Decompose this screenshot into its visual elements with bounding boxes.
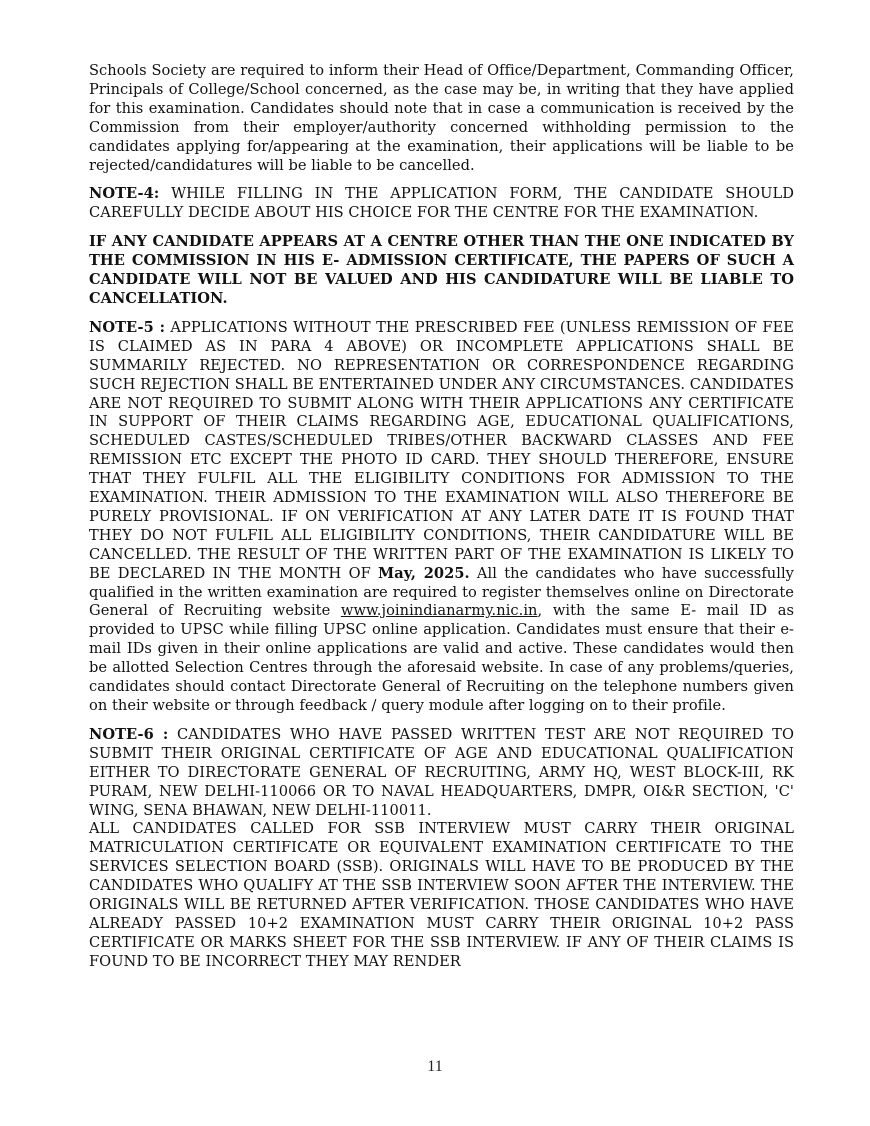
note-5-text-continued: All the candidates who have successfully qualified in the written examination are required to register themselves online on Directorate General of Recruiting website (89, 564, 794, 620)
note-5-text: APPLICATIONS WITHOUT THE PRESCRIBED FEE (UNLESS REMISSION OF FEE IS CLAIMED AS IN PARA 4 ABOVE) OR INCOMPLETE APPLICATIONS SHALL BE SUMMARILY REJECTED. NO REPRESENTATION OR CORRESPONDENCE REGARDING SUCH REJECTION SHALL BE ENTERTAINED UNDER ANY CIRCUMSTANCES. CANDIDATES ARE NOT REQUIRED TO SUBMIT ALONG WITH THEIR APPLICATIONS ANY CERTIFICATE IN SUPPORT OF THEIR CLAIMS REGARDING AGE, EDUCATIONAL QUALIFICATIONS, SCHEDULED CASTES/SCHEDULED TRIBES/OTHER BACKWARD CLASSES AND FEE REMISSION ETC EXCEPT THE PHOTO ID CARD. THEY SHOULD THEREFORE, ENSURE THAT THEY FULFIL ALL THE ELIGIBILITY CONDITIONS FOR ADMISSION TO THE EXAMINATION. THEIR ADMISSION TO THE EXAMINATION WILL ALSO THEREFORE BE PURELY PROVISIONAL. IF ON VERIFICATION AT ANY LATER DATE IT IS FOUND THAT THEY DO NOT FULFIL ALL ELIGIBILITY CONDITIONS, THEIR CANDIDATURE WILL BE CANCELLED. THE RESULT OF THE WRITTEN PART OF THE EXAMINATION IS LIKELY TO BE DECLARED IN THE MONTH OF (89, 318, 795, 582)
intro-paragraph (89, 62, 794, 175)
note-4-paragraph (89, 185, 794, 223)
centre-warning-text: IF ANY CANDIDATE APPEARS AT A CENTRE OTHER THAN THE ONE INDICATED BY THE COMMISSION IN HIS E- ADMISSION CERTIFICATE, THE PAPERS OF SUCH A CANDIDATE WILL NOT BE VALUED AND HIS CANDIDATURE WILL BE LIABLE TO CANCELLATION. (89, 233, 794, 307)
centre-warning-paragraph (89, 233, 794, 309)
note-4-text: WHILE FILLING IN THE APPLICATION FORM, THE CANDIDATE SHOULD CAREFULLY DECIDE ABOUT HIS CHOICE FOR THE CENTRE FOR THE EXAMINATION. (89, 185, 794, 222)
document-page (89, 62, 794, 972)
note-5-label: NOTE-5 : (89, 318, 166, 336)
note-4-label: NOTE-4: (89, 185, 160, 203)
page-number: 11 (427, 1058, 443, 1075)
note-6-continuation-paragraph (89, 820, 794, 971)
intro-text: Schools Society are required to inform their Head of Office/Department, Commanding Officer, Principals of College/School concerned, as the case may be, in writing that they have applied for this examination. Candidates should note that in case a communication is received by the Commission from their employer/authority concerned withholding permission to the candidates applying for/appearing at the examination, their applications will be liable to be rejected/candidatures will be liable to be cancelled. (89, 62, 794, 174)
note-6-label: NOTE-6 : (89, 725, 169, 743)
recruiting-website-link[interactable]: www.joinindianarmy.nic.in (340, 602, 538, 620)
result-date: May, 2025. (378, 564, 470, 582)
note-6-continuation-text: ALL CANDIDATES CALLED FOR SSB INTERVIEW MUST CARRY THEIR ORIGINAL MATRICULATION CERTIFICATE OR EQUIVALENT EXAMINATION CERTIFICATE TO THE SERVICES SELECTION BOARD (SSB). ORIGINALS WILL HAVE TO BE PRODUCED BY THE CANDIDATES WHO QUALIFY AT THE SSB INTERVIEW SOON AFTER THE INTERVIEW. THE ORIGINALS WILL BE RETURNED AFTER VERIFICATION. THOSE CANDIDATES WHO HAVE ALREADY PASSED 10+2 EXAMINATION MUST CARRY THEIR ORIGINAL 10+2 PASS CERTIFICATE OR MARKS SHEET FOR THE SSB INTERVIEW. IF ANY OF THEIR CLAIMS IS FOUND TO BE INCORRECT THEY MAY RENDER (89, 820, 794, 970)
note-5-text-end: , with the same E- mail ID as provided to UPSC while filling UPSC online application. Candidates must ensure that their e-mail IDs given in their online applications are valid and active. These candidates would then be allotted Selection Centres through the aforesaid website. In case of any problems/queries, candidates should contact Directorate General of Recruiting on the telephone numbers given on their website or through feedback / query module after logging on to their profile. (89, 602, 794, 714)
note-6-paragraph (89, 726, 794, 821)
note-6-text: CANDIDATES WHO HAVE PASSED WRITTEN TEST ARE NOT REQUIRED TO SUBMIT THEIR ORIGINAL CERTIFICATE OF AGE AND EDUCATIONAL QUALIFICATION EITHER TO DIRECTORATE GENERAL OF RECRUITING, ARMY HQ, WEST BLOCK-III, RK PURAM, NEW DELHI-110066 OR TO NAVAL HEADQUARTERS, DMPR, OI&R SECTION, 'C' WING, SENA BHAWAN, NEW DELHI-110011. (89, 725, 794, 819)
note-5-paragraph (89, 319, 794, 716)
